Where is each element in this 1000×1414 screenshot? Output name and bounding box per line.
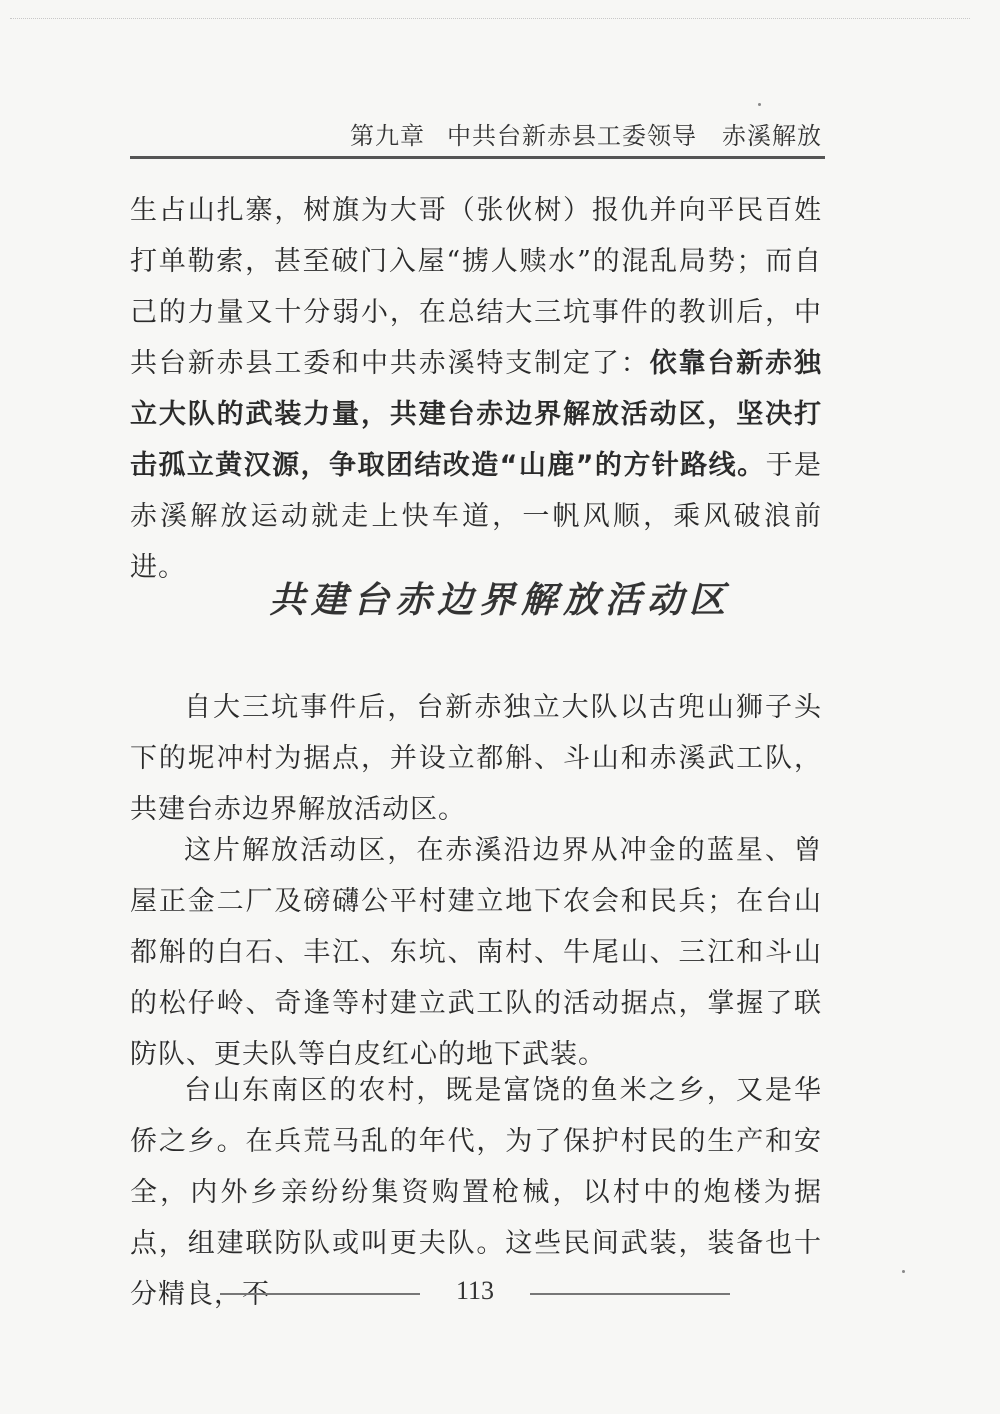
running-header bbox=[350, 116, 822, 151]
paragraph-1 bbox=[130, 185, 822, 593]
chapter-label: 第九章 bbox=[350, 122, 425, 150]
paragraph-3: 这片解放活动区，在赤溪沿边界从冲金的蓝星、曾屋正金二厂及磅礴公平村建立地下农会和民兵；在台山都斛的白石、丰江、东坑、南村、牛尾山、三江和斗山的松仔岭、奇逢等村建立武工队的活动据点，掌握了联防队、更夫队等白皮红心的地下武装。 bbox=[130, 835, 822, 1070]
paragraph-1-text-before: 生占山扎寨，树旗为大哥（张伙树）报仇并向平民百姓打单勒索，甚至破门入屋“掳人赎水”的混乱局势；而自己的力量又十分弱小，在总结大三坑事件的教训后，中共台新赤县工委和中共赤溪特支制定了： bbox=[130, 195, 822, 379]
header-rule bbox=[130, 156, 825, 159]
chapter-title: 中共台新赤县工委领导 赤溪解放 bbox=[447, 122, 822, 150]
paragraph-2: 自大三坑事件后，台新赤独立大队以古兜山狮子头下的坭冲村为据点，并设立都斛、斗山和赤溪武工队，共建台赤边界解放活动区。 bbox=[130, 692, 822, 825]
paragraph-1-bold-policy: 依靠台新赤独立大队的武装力量，共建台赤边界解放活动区，坚决打击孤立黄汉源，争取团结改造“山鹿”的方针路线。 bbox=[130, 348, 823, 481]
paragraph-1-text-after: 于是赤溪解放运动就走上快车道，一帆风顺，乘风破浪前进。 bbox=[130, 450, 822, 583]
page-number: 113 bbox=[455, 1276, 495, 1305]
page-footer bbox=[220, 1276, 730, 1310]
paragraph-4: 台山东南区的农村，既是富饶的鱼米之乡，又是华侨之乡。在兵荒马乱的年代，为了保护村民的生产和安全，内外乡亲纷纷集资购置枪械，以村中的炮楼为据点，组建联防队或叫更夫队。这些民间武装，装备也十分精良，不 bbox=[130, 1075, 822, 1310]
scan-speck bbox=[902, 1270, 905, 1273]
scan-speck bbox=[758, 103, 761, 106]
footer-rule-right bbox=[530, 1293, 730, 1295]
scan-edge-line bbox=[10, 18, 970, 19]
section-title: 共建台赤边界解放活动区 bbox=[268, 579, 731, 621]
